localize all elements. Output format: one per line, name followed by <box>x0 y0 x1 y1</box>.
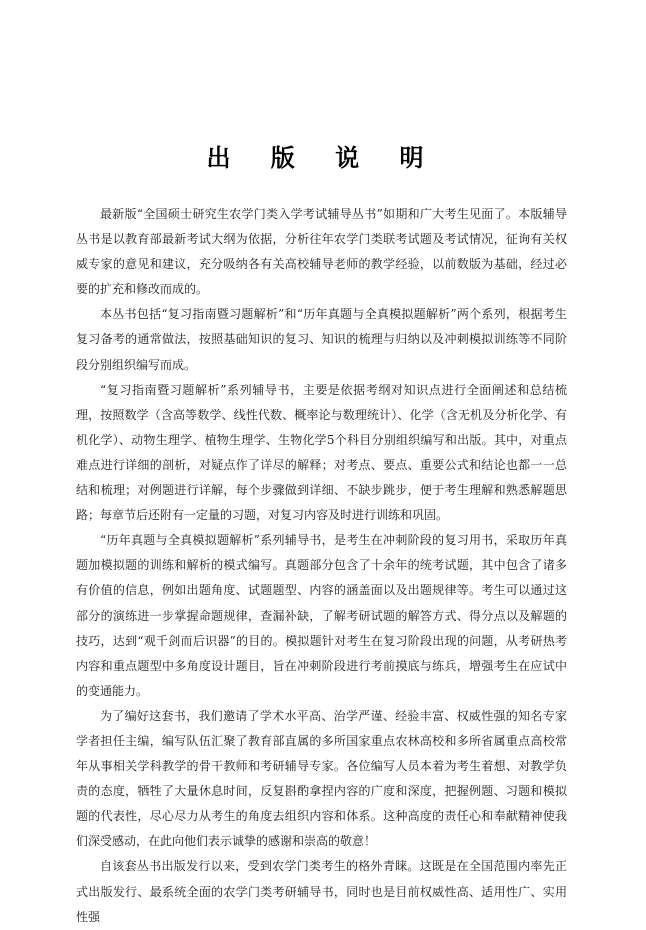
paragraph: 自该套丛书出版发行以来，受到农学门类考生的格外青睐。这既是在全国范围内率先正式出版发行、最系统全面的农学门类考研辅导书，同时也是目前权威性高、适用性广、实用性强 <box>76 859 567 924</box>
paragraph: “历年真题与全真模拟题解析”系列辅导书，是考生在冲刺阶段的复习用书，采取历年真题加模拟题的训练和解析的模式编写。真题部分包含了十余年的统考试题，其中包含了诸多有价值的信息，例如出题角度、试题题型、内容的涵盖面以及出题规律等。考生可以通过这部分的演练进一步掌握命题规律，查漏补缺，了解考研试题的解答方式、得分点以及解题的技巧，达到“观千剑而后识器”的目的。模拟题针对考生在复习阶段出现的问题，从考研热考内容和重点题型中多角度设计题目，旨在冲刺阶段进行考前摸底与练兵，增强考生在应试中的变通能力。 <box>76 533 567 698</box>
page-title: 出 版 说 明 <box>206 144 440 172</box>
paragraph: 最新版“全国硕士研究生农学门类入学考试辅导丛书”如期和广大考生见面了。本版辅导丛书是以教育部最新考试大纲为依据，分析往年农学门类联考试题及考试情况，征询有关权威专家的意见和建议，充分吸纳各有关高校辅导老师的教学经验，以前数版为基础，经过必要的扩充和修改而成的。 <box>76 207 567 297</box>
document-body <box>76 202 567 930</box>
paragraph: “复习指南暨习题解析”系列辅导书，主要是依据考纲对知识点进行全面阐述和总结梳理，按照数学（含高等数学、线性代数、概率论与数理统计）、化学（含无机及分析化学、有机化学）、动物生理学、植物生理学、生物化学5个科目分别组织编写和出版。其中，对重点难点进行详细的剖析，对疑点作了详尽的解释；对考点、要点、重要公式和结论也都一一总结和梳理；对例题进行详解，每个步骤做到详细、不缺步跳步，便于考生理解和熟悉解题思路；每章节后还附有一定量的习题，对复习内容及时进行训练和巩固。 <box>76 382 567 523</box>
paragraph: 本丛书包括“复习指南暨习题解析”和“历年真题与全真模拟题解析”两个系列，根据考生复习备考的通常做法，按照基础知识的复习、知识的梳理与归纳以及冲刺模拟训练等不同阶段分别组织编写而成。 <box>76 307 567 372</box>
paragraph: 为了编好这套书，我们邀请了学术水平高、治学严谨、经验丰富、权威性强的知名专家学者担任主编，编写队伍汇聚了教育部直属的多所国家重点农林高校和多所省属重点高校常年从事相关学科教学的骨干教师和考研辅导专家。各位编写人员本着为考生着想、对教学负责的态度，牺牲了大量休息时间，反复斟酌拿捏内容的广度和深度，把握例题、习题和模拟题的代表性，尽心尽力从考生的角度去组织内容和体系。这种高度的责任心和奉献精神使我们深受感动，在此向他们表示诚挚的感谢和崇高的敬意！ <box>76 708 567 849</box>
